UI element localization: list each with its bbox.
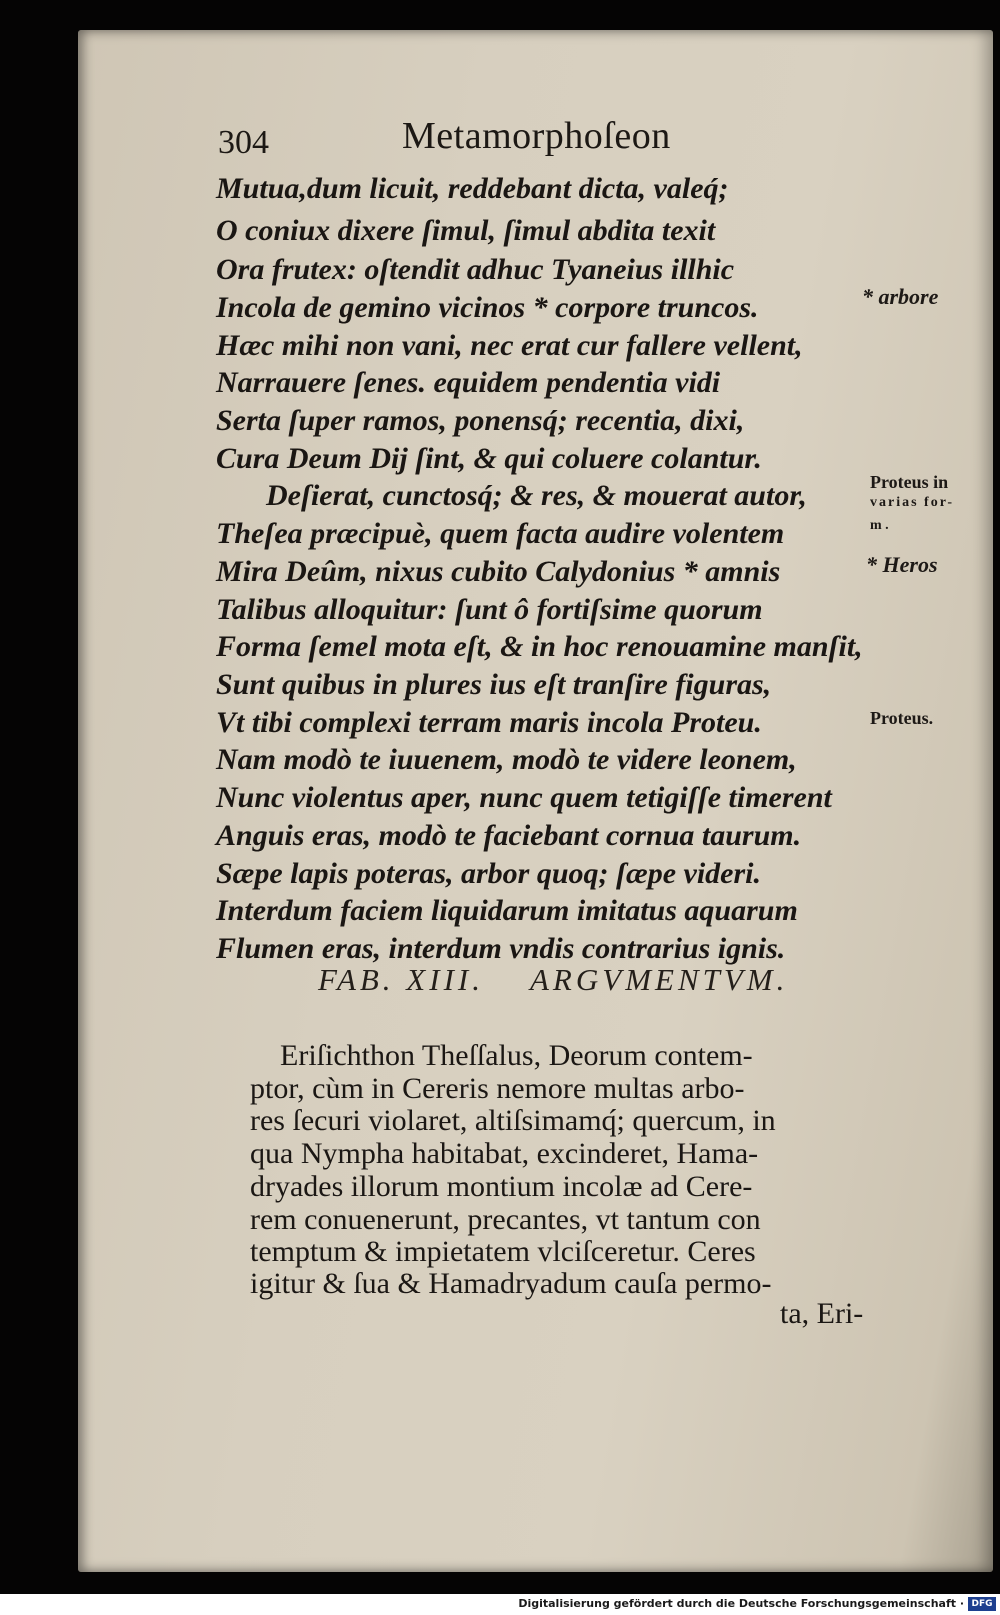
verse-line: Ora frutex: oſtendit adhuc Tyaneius illhic: [216, 253, 735, 286]
running-title: Metamorphoſeon: [402, 115, 671, 157]
dfg-logo-icon: DFG: [968, 1597, 996, 1611]
prose-line: qua Nympha habitabat, excinderet, Hama-: [250, 1137, 759, 1170]
verse-line: Forma ſemel mota eſt, & in hoc renouamine manſit,: [216, 630, 863, 663]
verse-line: Vt tibi complexi terram maris incola Proteu.: [216, 706, 762, 739]
margin-note-proteus: Proteus in: [870, 472, 949, 492]
verse-line: Mira Deûm, nixus cubito Calydonius * amnis: [216, 555, 781, 588]
prose-line: dryades illorum montium incolæ ad Cere-: [250, 1170, 753, 1203]
verse-line: Deſierat, cunctosq́; & res, & mouerat autor,: [266, 479, 807, 512]
argumentum-label: ARGVMENTVM.: [530, 962, 789, 997]
digitization-credit: Digitalisierung gefördert durch die Deutsche Forschungsgemeinschaft ·: [518, 1597, 964, 1610]
margin-note-proteus: varias for-: [870, 495, 955, 510]
footer-bar: [0, 1594, 1000, 1615]
prose-line: Eriſichthon Theſſalus, Deorum contem-: [280, 1039, 753, 1072]
verse-line: Serta ſuper ramos, ponensq́; recentia, dixi,: [216, 404, 745, 437]
verse-line: Narrauere ſenes. equidem pendentia vidi: [216, 366, 721, 399]
prose-line: igitur & ſua & Hamadryadum cauſa permo-: [250, 1267, 772, 1300]
verse-line: Nam modò te iuuenem, modò te videre leonem,: [216, 743, 797, 776]
margin-note-heros: * Heros: [866, 552, 938, 577]
verse-line: Cura Deum Dij ſint, & qui coluere colantur.: [216, 442, 762, 475]
margin-note-arbore: * arbore: [862, 284, 939, 309]
prose-line: temptum & impietatem vlciſceretur. Ceres: [250, 1235, 756, 1268]
verse-line: Hæc mihi non vani, nec erat cur fallere vellent,: [216, 329, 803, 362]
verse-line: Anguis eras, modò te faciebant cornua taurum.: [216, 819, 802, 852]
verse-line: Sunt quibus in plures ius eſt tranſire figuras,: [216, 668, 772, 701]
fable-number: FAB. XIII.: [318, 962, 484, 997]
verse-line: O coniux dixere ſimul, ſimul abdita texit: [216, 214, 716, 247]
verse-line: Sæpe lapis poteras, arbor quoq; ſæpe videri.: [216, 857, 761, 890]
verse-line: Mutua,dum licuit, reddebant dicta, valeq́;: [216, 172, 729, 205]
prose-catchword: ta, Eri-: [780, 1297, 864, 1330]
margin-note-proteus: m .: [870, 518, 889, 533]
verse-line: Incola de gemino vicinos * corpore truncos.: [216, 291, 759, 324]
page-number: 304: [218, 124, 269, 161]
prose-line: rem conuenerunt, precantes, vt tantum con: [250, 1203, 761, 1236]
verse-line: Interdum faciem liquidarum imitatus aquarum: [216, 894, 798, 927]
prose-line: res ſecuri violaret, altiſsimamq́; quercum, in: [250, 1104, 776, 1137]
verse-line: Theſea præcipuè, quem facta audire volentem: [216, 517, 785, 550]
margin-note-proteus-label: Proteus.: [870, 708, 934, 728]
verse-line: Talibus alloquitur: ſunt ô fortiſsime quorum: [216, 593, 763, 626]
verse-line: Nunc violentus aper, nunc quem tetigiſſe timerent: [216, 781, 832, 814]
prose-line: ptor, cùm in Cereris nemore multas arbo-: [250, 1072, 745, 1105]
verse-line: Flumen eras, interdum vndis contrarius ignis.: [216, 932, 786, 965]
